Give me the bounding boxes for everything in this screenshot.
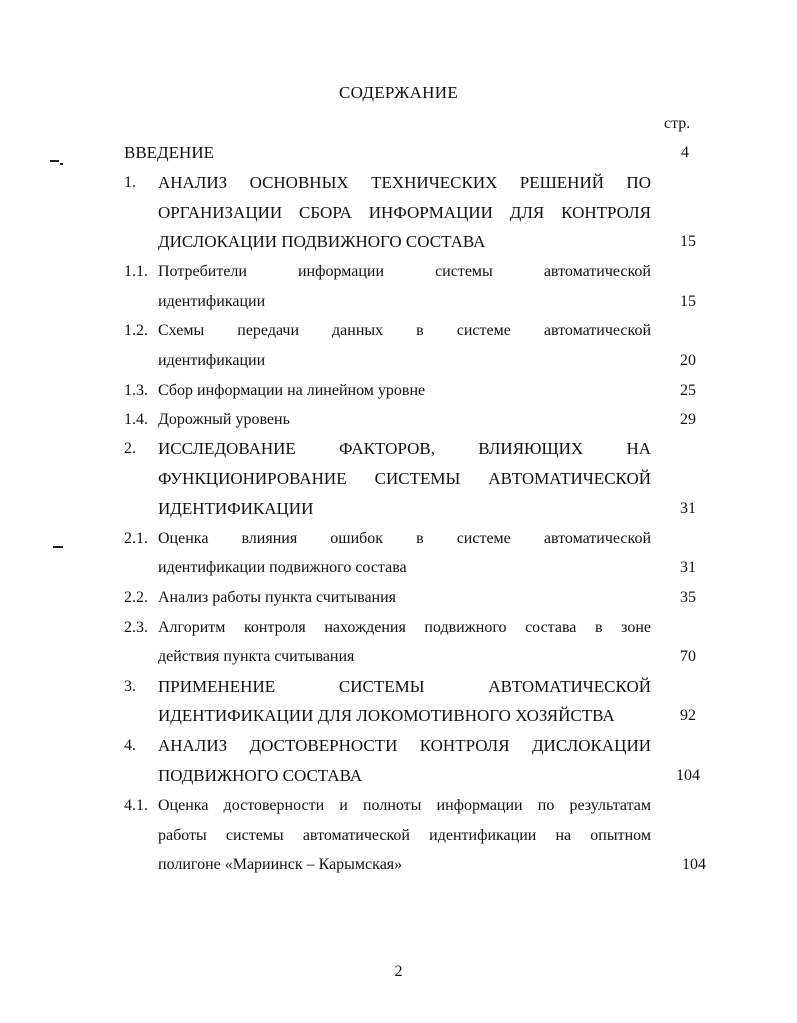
toc-entry-page: 35 <box>680 589 696 606</box>
toc-entry-number: 1.2. <box>124 322 148 339</box>
toc-entry-number: 2.2. <box>124 589 148 606</box>
page-number: 2 <box>394 963 403 980</box>
scan-mark <box>50 160 59 162</box>
toc-entry-text: полигоне «Мариинск – Карымская» <box>158 856 403 873</box>
toc-entry-number: 3. <box>124 678 136 695</box>
toc-entry-page: 25 <box>680 382 696 399</box>
toc-entry-text: Схемы передачи данных в системе автоматической <box>158 322 651 339</box>
toc-title: СОДЕРЖАНИЕ <box>338 83 459 102</box>
toc-entry-number: 1. <box>124 174 136 191</box>
scan-mark <box>53 546 63 548</box>
toc-entry-page: 4 <box>681 144 689 161</box>
toc-entry-page: 31 <box>680 559 696 576</box>
toc-entry-text: ИДЕНТИФИКАЦИИ ДЛЯ ЛОКОМОТИВНОГО ХОЗЯЙСТВА <box>158 706 615 725</box>
toc-entry-page: 29 <box>680 411 696 428</box>
toc-entry-text: действия пункта считывания <box>158 648 355 665</box>
toc-entry-page: 70 <box>680 648 696 665</box>
toc-entry-text: Дорожный уровень <box>158 411 290 428</box>
toc-entry-number: 2. <box>124 440 136 457</box>
toc-entry-page: 104 <box>676 767 700 784</box>
toc-entry-text: ФУНКЦИОНИРОВАНИЕ СИСТЕМЫ АВТОМАТИЧЕСКОЙ <box>158 469 651 488</box>
toc-entry-number: 2.3. <box>124 619 148 636</box>
toc-entry-text: Оценка достоверности и полноты информации по результатам <box>158 797 651 814</box>
toc-entry-text: Анализ работы пункта считывания <box>158 589 397 606</box>
toc-entry-text: работы системы автоматической идентификации на опытном <box>158 827 651 844</box>
toc-entry-text: ПОДВИЖНОГО СОСТАВА <box>158 766 363 785</box>
toc-entry-text: АНАЛИЗ ДОСТОВЕРНОСТИ КОНТРОЛЯ ДИСЛОКАЦИИ <box>158 736 651 755</box>
toc-entry-page: 20 <box>680 352 696 369</box>
toc-entry-text: Оценка влияния ошибок в системе автоматической <box>158 530 651 547</box>
toc-entry-text: Сбор информации на линейном уровне <box>158 382 426 399</box>
toc-entry-number: 4.1. <box>124 797 148 814</box>
toc-entry-number: 1.3. <box>124 382 148 399</box>
toc-entry-text: ДИСЛОКАЦИИ ПОДВИЖНОГО СОСТАВА <box>158 232 486 251</box>
toc-entry-text: ВВЕДЕНИЕ <box>124 143 214 162</box>
toc-entry-page: 15 <box>680 293 696 310</box>
toc-entry-number: 4. <box>124 737 136 754</box>
toc-entry-text: идентификации <box>158 293 266 310</box>
toc-entry-number: 1.1. <box>124 263 148 280</box>
toc-entry-text: АНАЛИЗ ОСНОВНЫХ ТЕХНИЧЕСКИХ РЕШЕНИЙ ПО <box>158 173 651 192</box>
toc-entry-text: ИССЛЕДОВАНИЕ ФАКТОРОВ, ВЛИЯЮЩИХ НА <box>158 439 651 458</box>
toc-entry-text: ИДЕНТИФИКАЦИИ <box>158 499 314 518</box>
toc-entry-text: Алгоритм контроля нахождения подвижного состава в зоне <box>158 619 651 636</box>
toc-entry-text: идентификации <box>158 352 266 369</box>
toc-entry-page: 92 <box>680 707 696 724</box>
scan-mark <box>60 163 63 165</box>
page-column-label: стр. <box>664 115 691 132</box>
toc-entry-number: 2.1. <box>124 530 148 547</box>
toc-entry-page: 15 <box>680 233 696 250</box>
toc-entry-page: 31 <box>680 500 696 517</box>
toc-entry-text: идентификации подвижного состава <box>158 559 407 576</box>
toc-entry-text: ОРГАНИЗАЦИИ СБОРА ИНФОРМАЦИИ ДЛЯ КОНТРОЛЯ <box>158 203 651 222</box>
toc-entry-text: ПРИМЕНЕНИЕ СИСТЕМЫ АВТОМАТИЧЕСКОЙ <box>158 677 651 696</box>
toc-entry-page: 104 <box>682 856 706 873</box>
toc-entry-number: 1.4. <box>124 411 148 428</box>
toc-entry-text: Потребители информации системы автоматической <box>158 263 651 280</box>
